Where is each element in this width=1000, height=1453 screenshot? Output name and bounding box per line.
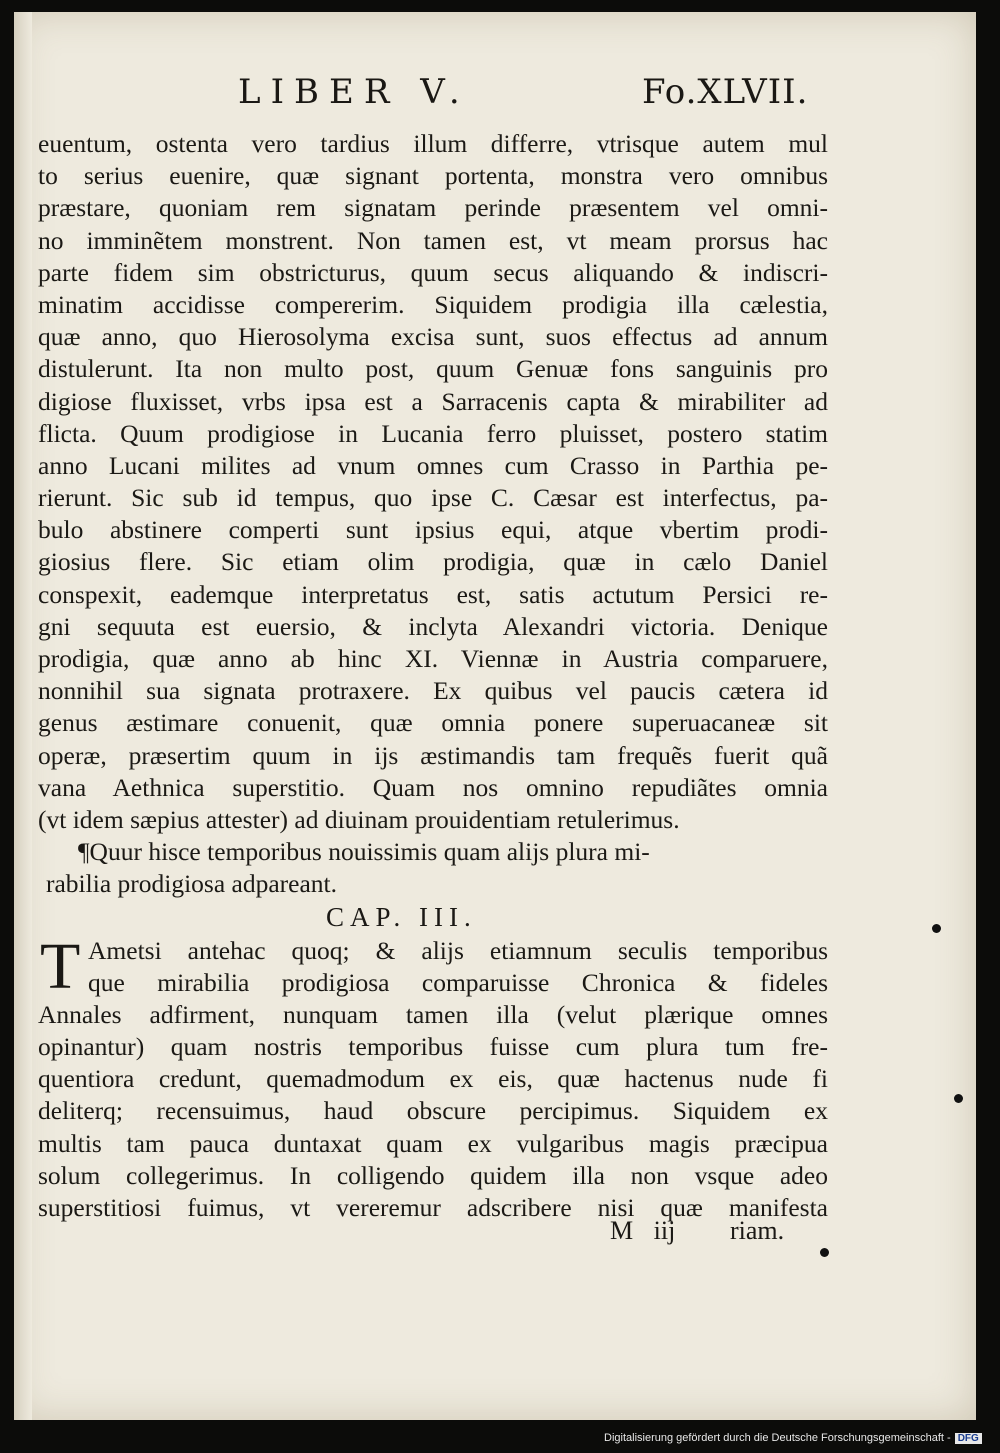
text-line: quæ anno, quo Hierosolyma excisa sunt, suos effectus ad annum (38, 322, 828, 352)
text-line: conspexit, eademque interpretatus est, satis actutum Persici re- (38, 579, 828, 609)
text-line: quentiora credunt, quemadmodum ex eis, quæ hactenus nude fi (38, 1064, 828, 1094)
rubric-line: rabilia prodigiosa adpareant. (46, 869, 338, 899)
page-text (38, 128, 828, 1224)
body-paragraph (38, 128, 828, 836)
text-line: no imminẽtem monstrent. Non tamen est, vt meam prorsus hac (38, 225, 828, 255)
drop-cap: T (40, 929, 81, 1003)
dfg-logo: DFG (955, 1433, 982, 1444)
chapter-paragraph (38, 929, 828, 1225)
text-line: bulo abstinere comperti sunt ipsius equi, atque vbertim prodi- (38, 515, 828, 545)
text-line: operæ, præsertim quum in ijs æstimandis tam frequẽs fuerit quã (38, 740, 828, 770)
text-line: digiose fluxisset, vrbs ipsa est a Sarracenis capta & mirabiliter ad (38, 386, 828, 416)
ink-speck (820, 1248, 829, 1257)
text-line: giosius flere. Sic etiam olim prodigia, quæ in cælo Daniel (38, 547, 828, 577)
signature-mark: M iij (610, 1216, 676, 1245)
text-line: parte fidem sim obstricturus, quum secus aliquando & indiscri- (38, 257, 828, 287)
page-header (14, 72, 976, 118)
chapter-heading: CAP. III. (326, 901, 477, 932)
text-line: genus æstimare conuenit, quæ omnia ponere superuacaneæ sit (38, 708, 828, 738)
catchword: riam. (730, 1216, 785, 1245)
text-line: anno Lucani milites ad vnum omnes cum Crasso in Parthia pe- (38, 450, 828, 480)
text-line: vana Aethnica superstitio. Quam nos omnino repudiãtes omnia (38, 772, 828, 802)
text-line: gni sequuta est euersio, & inclyta Alexandri victoria. Denique (38, 611, 828, 641)
text-line: minatim accidisse compererim. Siquidem prodigia illa cælestia, (38, 289, 828, 319)
text-line: præstare, quoniam rem signatam perinde præsentem vel omni- (38, 193, 828, 223)
text-line: Ametsi antehac quoq; & alijs etiamnum seculis temporibus (88, 935, 828, 965)
text-line: flicta. Quum prodigiose in Lucania ferro pluisset, postero statim (38, 418, 828, 448)
running-head: LIBER V. (238, 72, 470, 112)
text-line: solum collegerimus. In colligendo quidem illa non vsque adeo (38, 1160, 828, 1190)
text-line: rierunt. Sic sub id tempus, quo ipse C. Cæsar est interfectus, pa- (38, 483, 828, 513)
text-line: superstitiosi fuimus, vt vereremur adscribere nisi quæ manifesta (38, 1193, 828, 1222)
text-line: Annales adfirment, nunquam tamen illa (velut plærique omnes (38, 999, 828, 1029)
text-line: prodigia, quæ anno ab hinc XI. Viennæ in Austria comparuere, (38, 644, 828, 673)
chapter-rubric (38, 836, 828, 900)
rubric-line: ¶Quur hisce temporibus nouissimis quam alijs plura mi- (78, 837, 650, 867)
text-line: euentum, ostenta vero tardius illum differre, vtrisque autem mul (38, 129, 828, 158)
text-line: que mirabilia prodigiosa comparuisse Chronica & fideles (88, 967, 828, 997)
page-gutter (14, 12, 32, 1420)
credit-text: Digitalisierung gefördert durch die Deutsche Forschungsgemeinschaft - (604, 1432, 951, 1444)
text-line: to serius euenire, quæ signant portenta, monstra vero omnibus (38, 161, 828, 191)
text-line: (vt idem sæpius attester) ad diuinam prouidentiam retulerimus. (38, 804, 680, 834)
ink-speck (954, 1094, 963, 1103)
text-line: deliterq; recensuimus, haud obscure percipimus. Siquidem ex (38, 1096, 828, 1126)
digitization-credit (604, 1432, 982, 1444)
book-page (14, 12, 976, 1420)
text-line: multis tam pauca duntaxat quam ex vulgaribus magis præcipua (38, 1128, 828, 1158)
ink-speck (932, 924, 941, 933)
text-line: distulerunt. Ita non multo post, quum Genuæ fons sanguinis pro (38, 354, 828, 384)
text-line: opinantur) quam nostris temporibus fuisse cum plura tum fre- (38, 1032, 828, 1062)
text-line: nonnihil sua signata protraxere. Ex quibus vel paucis cætera id (38, 676, 828, 706)
folio-number: Fo.XLVII. (642, 72, 809, 112)
